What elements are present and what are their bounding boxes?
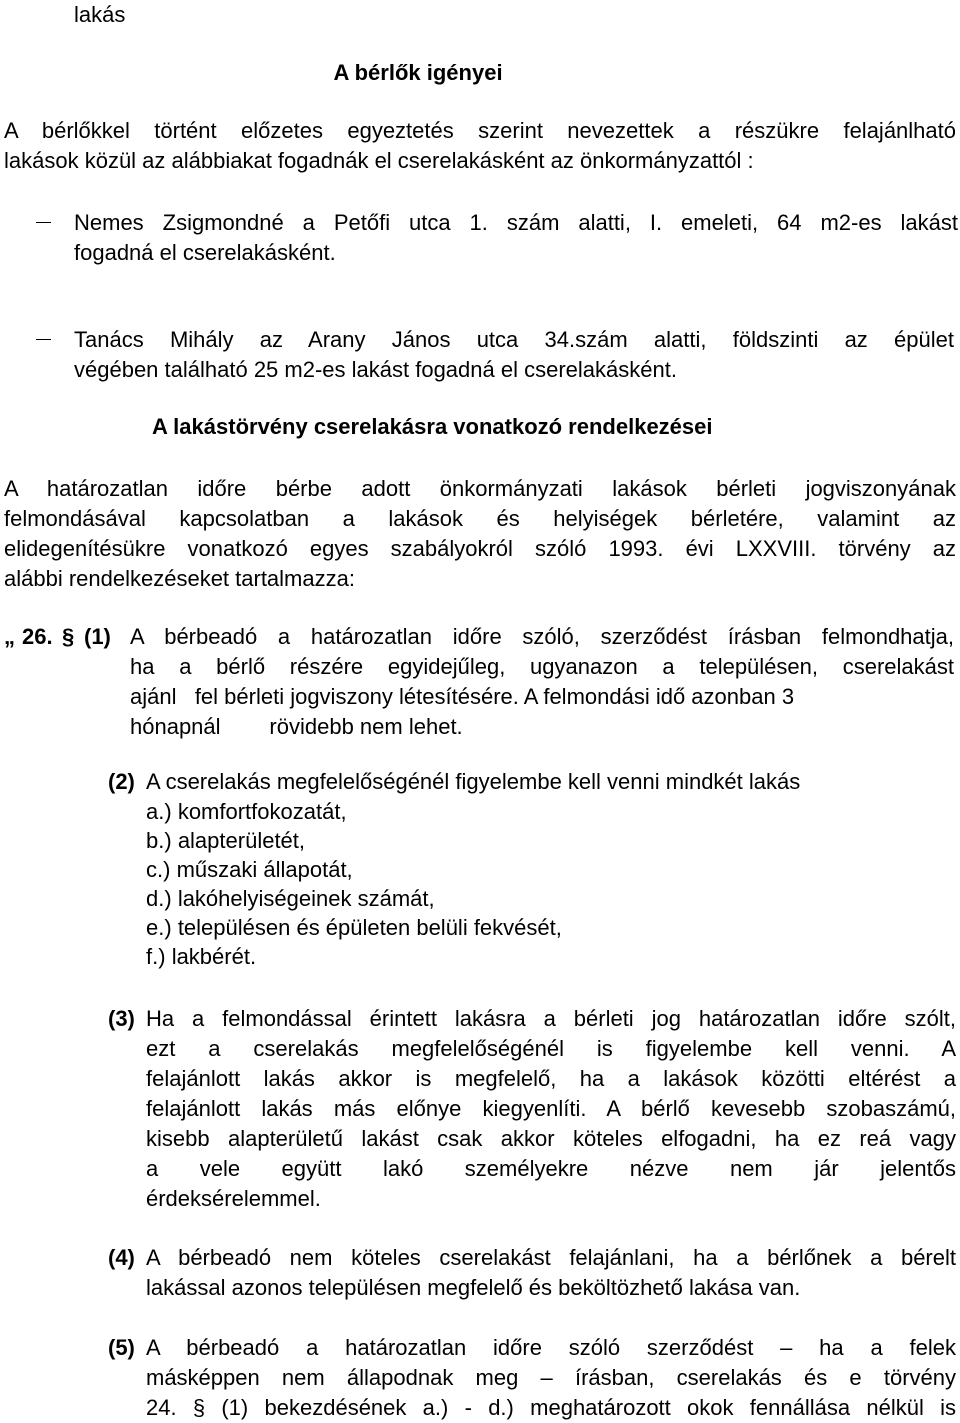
section-title-text: A bérlők igényei bbox=[333, 60, 503, 85]
sub4-line-1: A bérbeadó nem köteles cserelakást felajánlani, ha a bérlőnek a bérelt bbox=[146, 1245, 956, 1270]
criteria-letter: e.) bbox=[146, 915, 172, 940]
criteria-item-e bbox=[146, 913, 562, 943]
criteria-text: településen és épületen belüli fekvését, bbox=[177, 915, 562, 940]
subsection-1-text bbox=[130, 622, 954, 742]
intro-line-1: A bérlőkkel történt előzetes egyeztetés szerint nevezettek a részükre felajánlható bbox=[4, 118, 956, 143]
dash-bullet-icon bbox=[36, 222, 51, 223]
criteria-text: alapterületét, bbox=[177, 828, 306, 853]
sub1-line-2: ha a bérlő részére egyidejűleg, ugyanazon a településen, cserelakást bbox=[130, 654, 954, 679]
dash-bullet-icon bbox=[36, 339, 51, 340]
law-intro-line-1: A határozatlan időre bérbe adott önkormányzati lakások bérleti jogviszonyának bbox=[4, 476, 956, 501]
criteria-text: komfortfokozatát, bbox=[177, 799, 347, 824]
criteria-letter: f.) bbox=[146, 944, 166, 969]
subsection-5-text bbox=[146, 1333, 956, 1423]
bullet-2-text bbox=[74, 325, 954, 385]
sub3-line-1: Ha a felmondással érintett lakásra a bérleti jog határozatlan időre szólt, bbox=[146, 1006, 956, 1031]
criteria-text: lakóhelyiségeinek számát, bbox=[177, 886, 435, 911]
criteria-item-c bbox=[146, 855, 353, 885]
sub3-line-4: felajánlott lakás más előnye kiegyenlíti. A bérlő kevesebb szobaszámú, bbox=[146, 1096, 956, 1121]
section1-intro bbox=[4, 116, 956, 176]
section2-intro bbox=[4, 474, 956, 594]
criteria-text: műszaki állapotát, bbox=[176, 857, 353, 882]
sub3-line-7: érdeksérelemmel. bbox=[146, 1186, 321, 1211]
bullet-1-line-2: fogadná el cserelakásként. bbox=[74, 240, 336, 265]
sub5-line-1: A bérbeadó a határozatlan időre szóló szerződést – ha a felek bbox=[146, 1335, 956, 1360]
header-word: lakás bbox=[74, 2, 126, 27]
criteria-letter: c.) bbox=[146, 857, 171, 882]
sub3-line-6: a vele együtt lakó személyekre nézve nem jár jelentős bbox=[146, 1156, 956, 1181]
criteria-item-f bbox=[146, 942, 256, 972]
intro-line-2: lakások közül az alábbiakat fogadnák el cserelakásként az önkormányzattól : bbox=[4, 148, 754, 173]
criteria-item-b bbox=[146, 826, 305, 856]
criteria-letter: d.) bbox=[146, 886, 172, 911]
criteria-item-a bbox=[146, 797, 347, 827]
subsection-4-text bbox=[146, 1243, 956, 1303]
subsection-label-2: (2) bbox=[108, 769, 135, 794]
sub1-line-3: ajánl fel bérleti jogviszony létesítésére. A felmondási idő azonban 3 bbox=[130, 684, 795, 709]
section-number: 26. bbox=[22, 624, 53, 649]
criteria-item-d bbox=[146, 884, 435, 914]
bullet-2-line-2: végében található 25 m2-es lakást fogadná el cserelakásként. bbox=[74, 357, 677, 382]
quote-mark: „ bbox=[4, 624, 15, 649]
bullet-1-text bbox=[74, 208, 958, 268]
criteria-letter: b.) bbox=[146, 828, 172, 853]
bullet-2-line-1: Tanács Mihály az Arany János utca 34.szám alatti, földszinti az épület bbox=[74, 327, 954, 352]
sub3-line-3: felajánlott lakás akkor is megfelelő, ha a lakások közötti eltérést a bbox=[146, 1066, 956, 1091]
sub1-line-4: hónapnál rövidebb nem lehet. bbox=[130, 714, 463, 739]
law-intro-line-3: elidegenítésükre vonatkozó egyes szabályokról szóló 1993. évi LXXVIII. törvény az bbox=[4, 536, 956, 561]
subsection-3-text bbox=[146, 1004, 956, 1214]
subsection-label-4: (4) bbox=[108, 1245, 135, 1270]
subsection-label-3: (3) bbox=[108, 1006, 135, 1031]
sub5-line-3: 24. § (1) bekezdésének a.) - d.) meghatározott okok fennállása nélkül is bbox=[146, 1395, 956, 1420]
section-sign: § bbox=[62, 624, 75, 649]
bullet-1-line-1: Nemes Zsigmondné a Petőfi utca 1. szám alatti, I. emeleti, 64 m2-es lakást bbox=[74, 210, 958, 235]
criteria-letter: a.) bbox=[146, 799, 172, 824]
subsection-2-text: A cserelakás megfelelőségénél figyelembe kell venni mindkét lakás bbox=[146, 769, 801, 794]
sub1-line-1: A bérbeadó a határozatlan időre szóló, szerződést írásban felmondhatja, bbox=[130, 624, 954, 649]
sub4-line-2: lakással azonos településen megfelelő és beköltözhető lakása van. bbox=[146, 1275, 801, 1300]
subsection-label-5: (5) bbox=[108, 1335, 135, 1360]
section-title-tenant-claims bbox=[0, 58, 960, 88]
sub5-line-2: másképpen nem állapodnak meg – írásban, cserelakás és e törvény bbox=[146, 1365, 956, 1390]
law-intro-line-2: felmondásával kapcsolatban a lakások és helyiségek bérletére, valamint az bbox=[4, 506, 956, 531]
sub3-line-2: ezt a cserelakás megfelelőségénél is figyelembe kell venni. A bbox=[146, 1036, 956, 1061]
section-title-housing-law: A lakástörvény cserelakásra vonatkozó rendelkezései bbox=[152, 414, 713, 439]
subsection-label-1: (1) bbox=[84, 624, 111, 649]
criteria-text: lakbérét. bbox=[171, 944, 257, 969]
law-intro-line-4: alábbi rendelkezéseket tartalmazza: bbox=[4, 566, 355, 591]
sub3-line-5: kisebb alapterületű lakást csak akkor köteles elfogadni, ha ez reá vagy bbox=[146, 1126, 956, 1151]
